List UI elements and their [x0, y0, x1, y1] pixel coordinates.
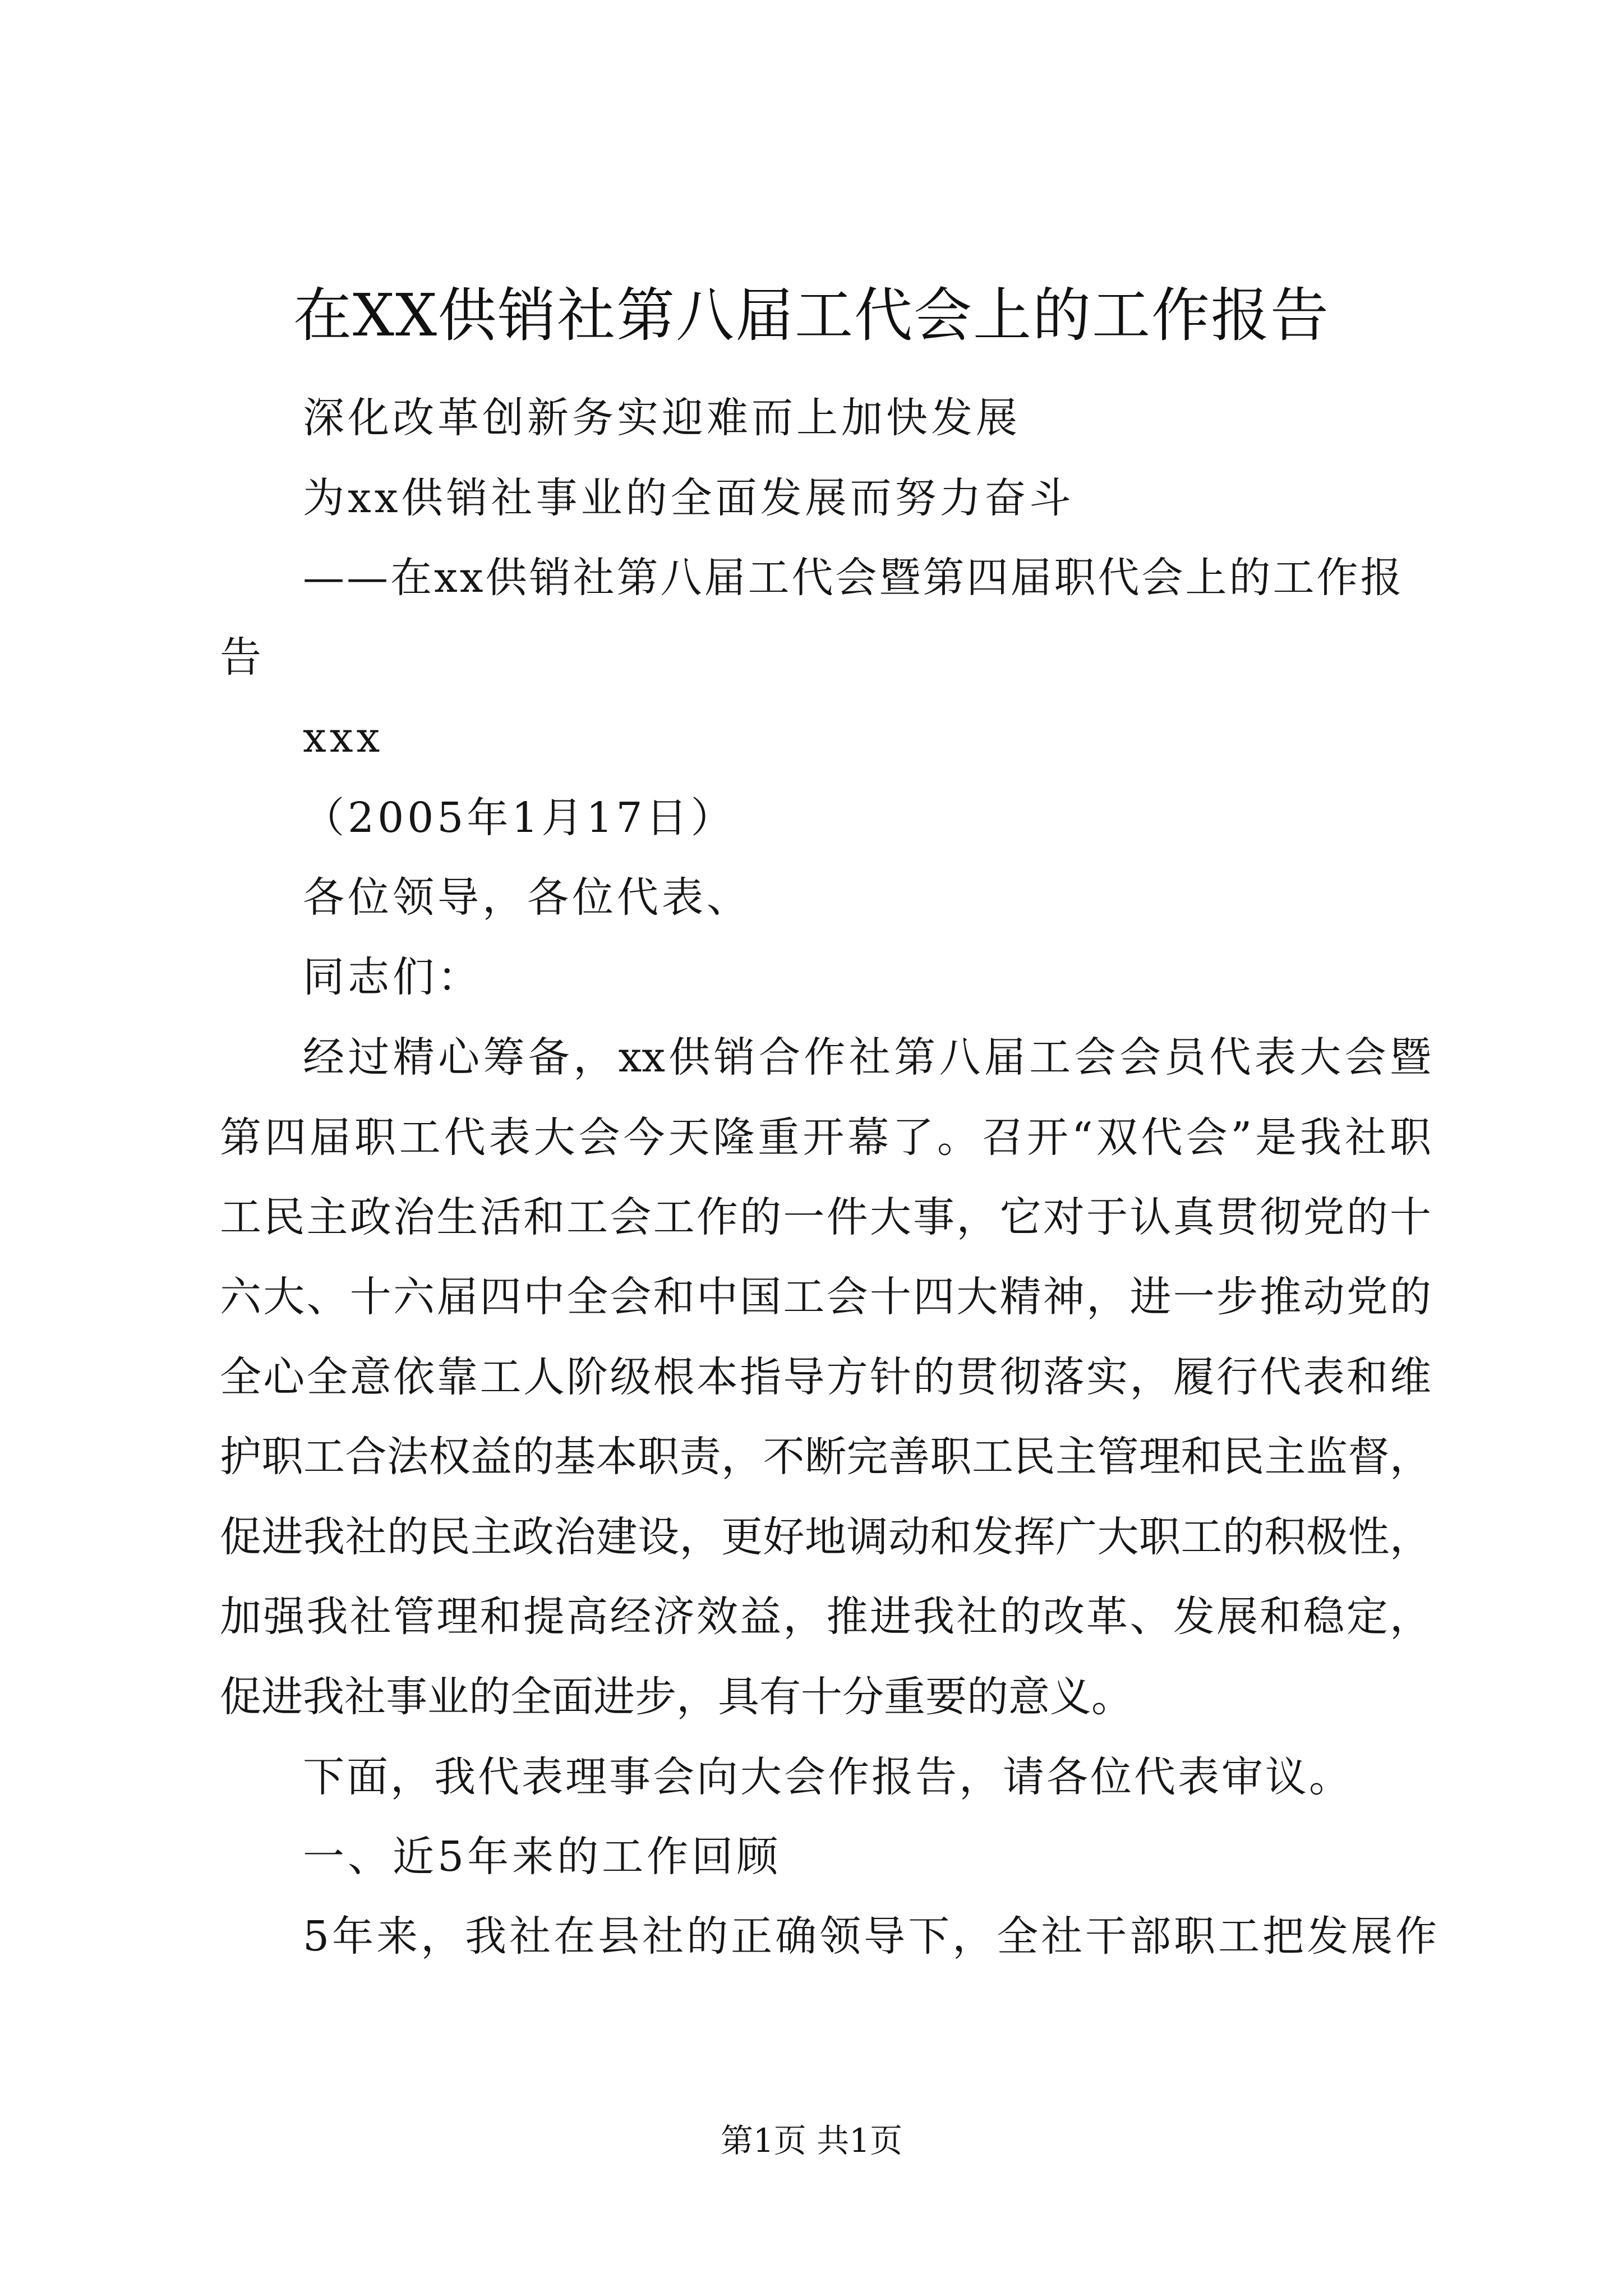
- report-date: （2005年1月17日）: [303, 794, 736, 842]
- paragraph-1-line-3: 工民主政治生活和工会工作的一件大事，它对于认真贯彻党的十: [220, 1193, 1431, 1241]
- paragraph-1-line-1: 经过精心筹备，xx供销合作社第八届工会会员代表大会暨: [303, 1033, 1431, 1082]
- author-name: xxx: [303, 714, 384, 762]
- document-title: 在XX供销社第八届工代会上的工作报告: [293, 281, 1330, 349]
- subtitle-line-3: ——在xx供销社第八届工代会暨第四届职代会上的工作报: [303, 554, 1404, 602]
- subtitle-line-2: 为xx供销社事业的全面发展而努力奋斗: [303, 474, 1075, 522]
- salutation-line-1: 各位领导，各位代表、: [303, 873, 751, 922]
- paragraph-1-line-9: 促进我社事业的全面进步，具有十分重要的意义。: [220, 1673, 1133, 1721]
- subtitle-line-3-continuation: 告: [220, 633, 265, 682]
- section-heading-1: 一、近5年来的工作回顾: [303, 1833, 782, 1881]
- paragraph-1-line-5: 全心全意依靠工人阶级根本指导方针的贯彻落实，履行代表和维: [220, 1353, 1431, 1401]
- paragraph-2: 下面，我代表理事会向大会作报告，请各位代表审议。: [303, 1753, 1353, 1801]
- paragraph-1-line-2: 第四届职工代表大会今天隆重开幕了。召开“双代会”是我社职: [220, 1114, 1431, 1162]
- paragraph-1-line-8: 加强我社管理和提高经济效益，推进我社的改革、发展和稳定，: [220, 1593, 1431, 1641]
- subtitle-line-1: 深化改革创新务实迎难而上加快发展: [303, 394, 1021, 442]
- salutation-line-2: 同志们：: [303, 953, 482, 1001]
- paragraph-1-line-4: 六大、十六届四中全会和中国工会十四大精神，进一步推动党的: [220, 1273, 1431, 1321]
- paragraph-1-line-7: 促进我社的民主政治建设，更好地调动和发挥广大职工的积极性，: [220, 1513, 1431, 1561]
- paragraph-3-line-1: 5年来，我社在县社的正确领导下，全社干部职工把发展作: [303, 1912, 1440, 1961]
- page-footer: 第1页 共1页: [720, 2122, 903, 2160]
- paragraph-1-line-6: 护职工合法权益的基本职责，不断完善职工民主管理和民主监督，: [220, 1433, 1431, 1481]
